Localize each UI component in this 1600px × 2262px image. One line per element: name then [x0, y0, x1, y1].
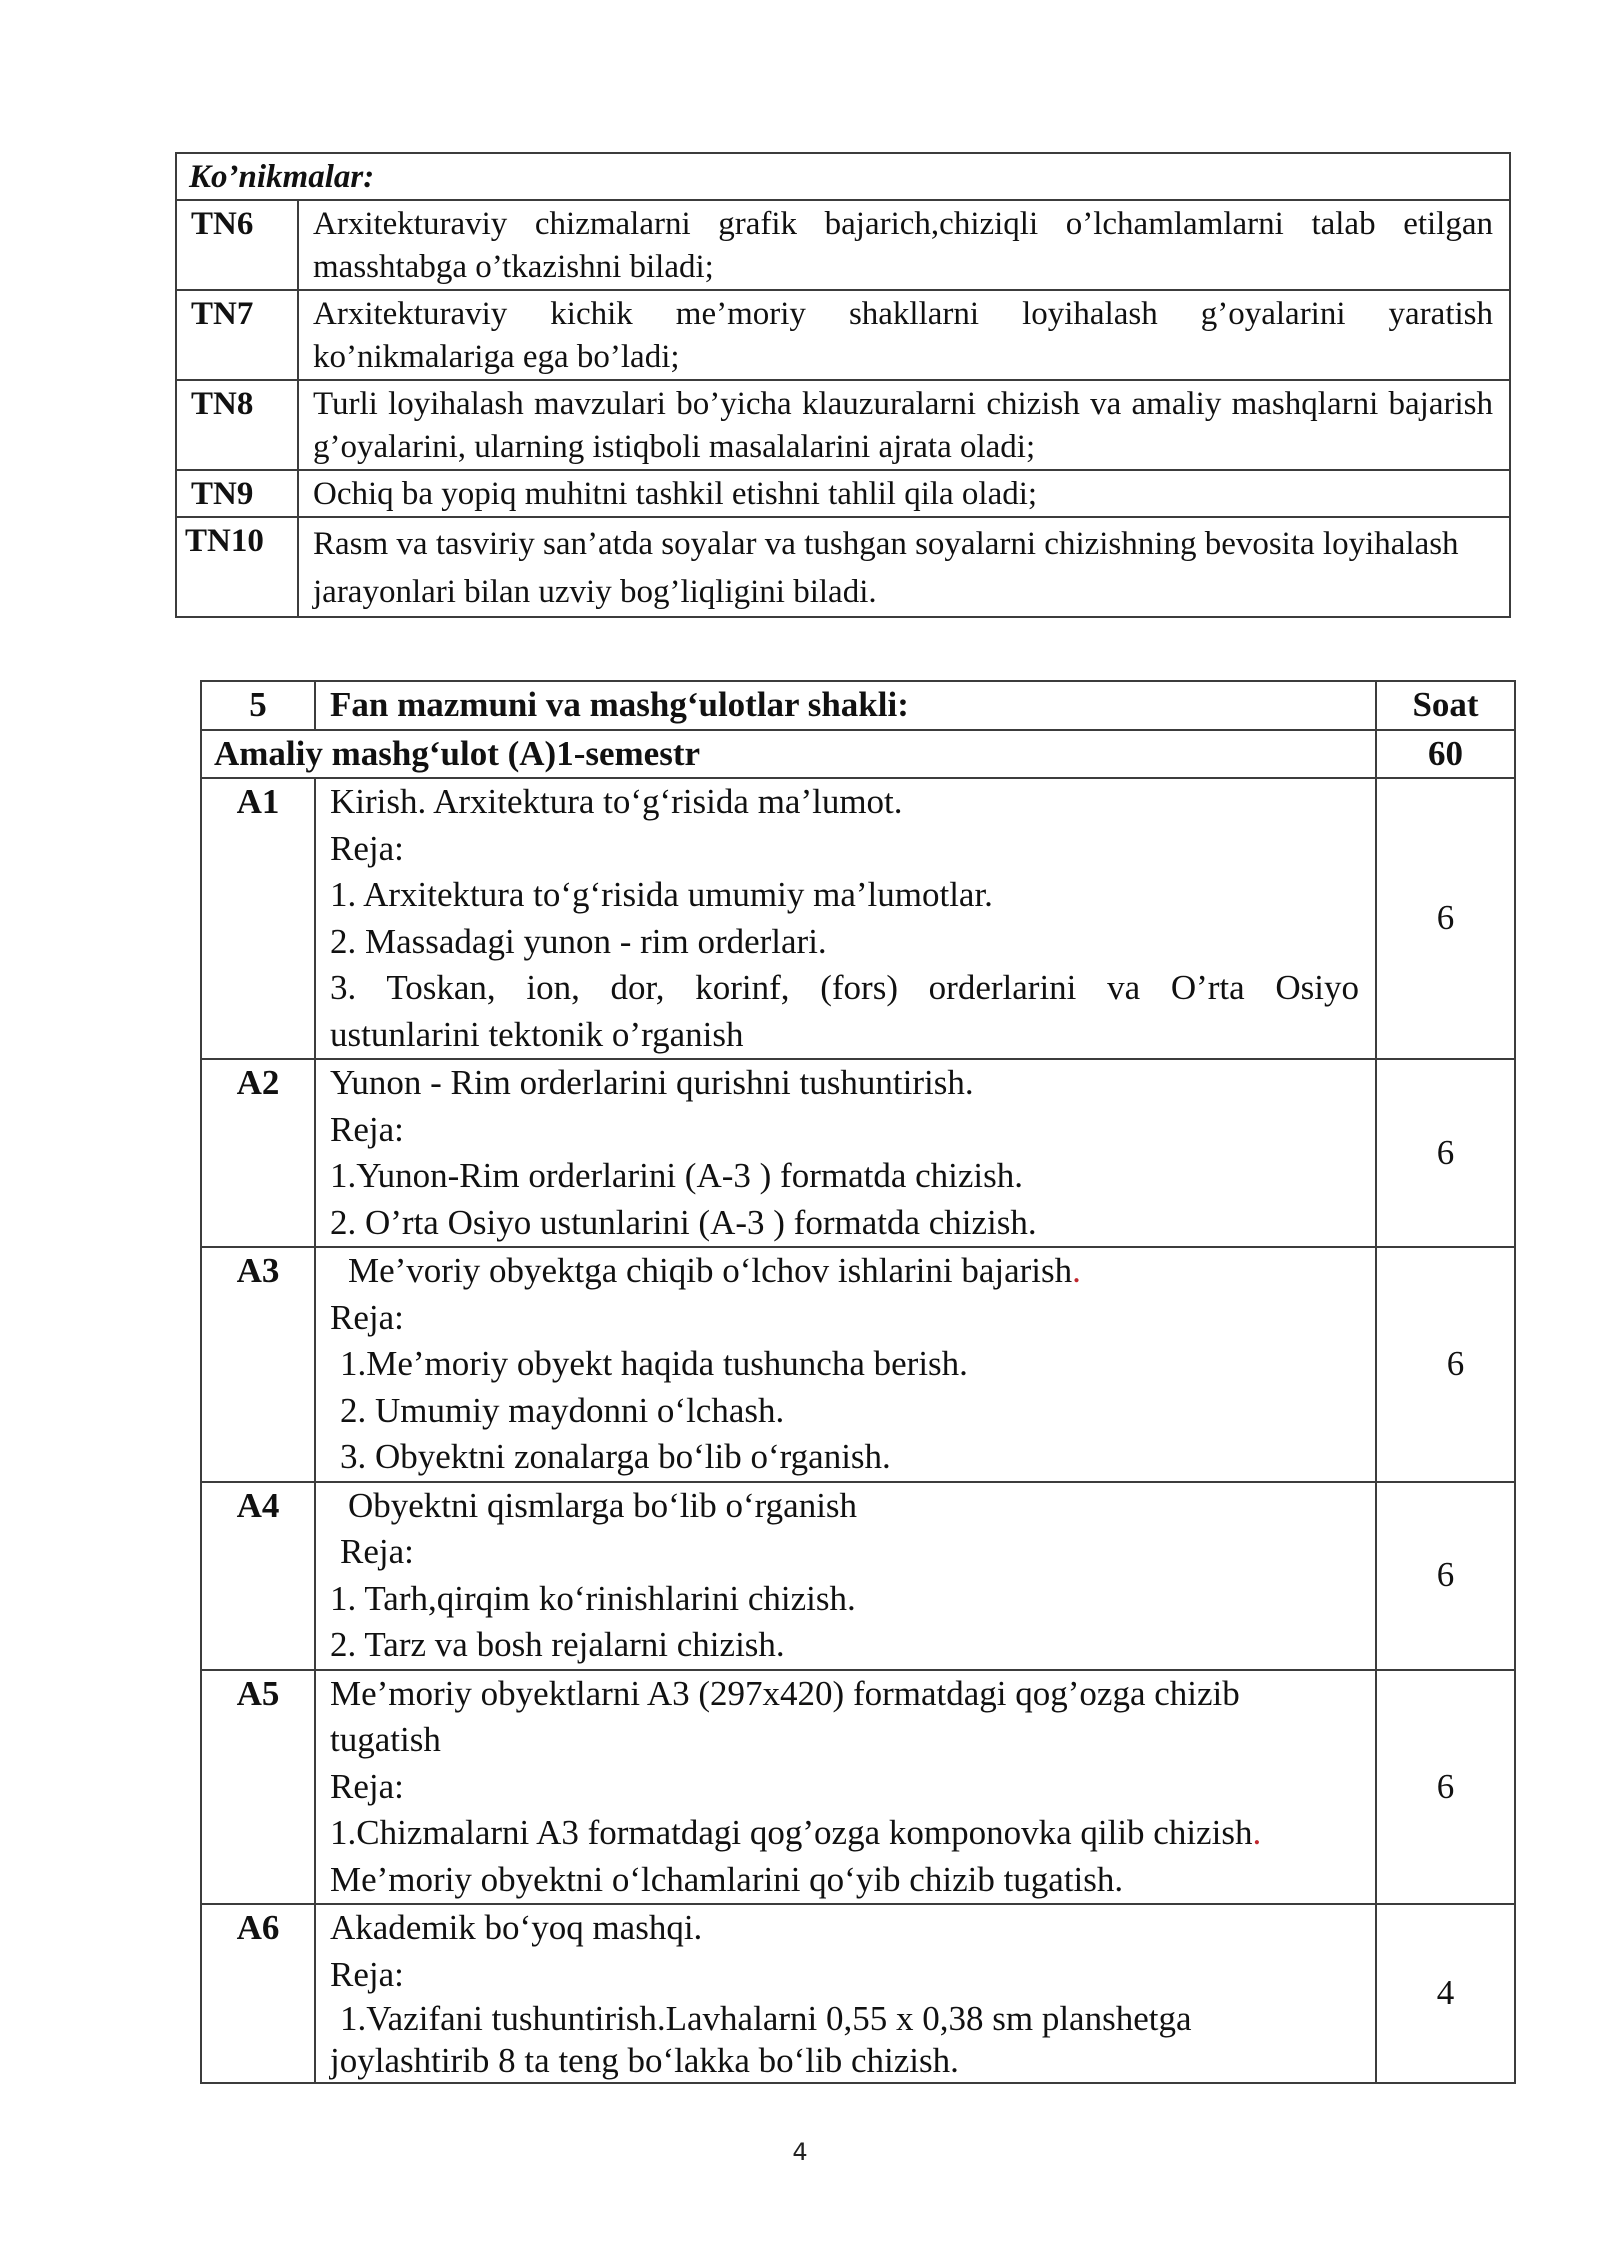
table-row	[201, 1670, 1515, 1905]
lesson-line: Reja:	[330, 1766, 404, 1806]
lesson-line: Reja:	[340, 1532, 414, 1571]
skill-text: Turli loyihalash mavzulari bo’yicha klauzuralarni chizish va amaliy mashqlarni bajarish g’oyalarini, ularning istiqboli masalalarini ajrata oladi;	[298, 380, 1510, 470]
lesson-line: ustunlarini tektonik o’rganish	[330, 1014, 744, 1054]
lesson-line: Reja:	[330, 1297, 404, 1337]
content-table	[200, 680, 1516, 2084]
skill-text-value: Rasm va tasviriy san’atda soyalar va tushgan soyalarni chizishning bevosita loyihalash jarayonlari bilan uzviy bog’liqligini biladi.	[313, 526, 1459, 610]
content-header-row	[201, 681, 1515, 730]
table-row	[201, 1482, 1515, 1670]
skill-text: Ochiq ba yopiq muhitni tashkil etishni tahlil qila oladi;	[298, 470, 1510, 517]
semester-row	[201, 730, 1515, 779]
table-row	[201, 778, 1515, 1059]
semester-title: Amaliy mashg‘ulot (A)1-semestr	[201, 730, 1376, 779]
section-number: 5	[201, 681, 315, 730]
lesson-line: 2. Tarz va bosh rejalarni chizish.	[330, 1625, 785, 1664]
lesson-line: 1.Yunon-Rim orderlarini (A-3 ) formatda chizish.	[330, 1156, 1024, 1195]
lesson-id: A4	[201, 1482, 315, 1670]
lesson-line: Reja:	[330, 1109, 404, 1149]
skill-code: TN10	[176, 517, 298, 617]
lesson-line	[330, 1248, 1359, 1295]
lesson-hours: 6	[1376, 1247, 1515, 1482]
lesson-line: Akademik bo‘yoq mashqi.	[330, 1908, 703, 1947]
hours-header: Soat	[1376, 681, 1515, 730]
lesson-line: Kirish. Arxitektura to‘g‘risida ma’lumot.	[330, 782, 903, 821]
lesson-line: 2. Massadagi yunon - rim orderlari.	[330, 921, 827, 961]
lesson-line: Reja:	[330, 828, 404, 868]
lesson-content	[315, 1247, 1376, 1482]
lesson-id: A3	[201, 1247, 315, 1482]
lesson-line: 3. Toskan, ion, dor, korinf, (fors) orderlarini va O’rta Osiyo	[330, 968, 1359, 1007]
lesson-id: A6	[201, 1904, 315, 2083]
lesson-id: A1	[201, 778, 315, 1059]
table-row	[176, 380, 1510, 470]
lesson-content	[315, 1904, 1376, 2083]
skill-code: TN6	[176, 200, 298, 290]
lesson-line: Obyektni qismlarga bo‘lib o‘rganish	[348, 1485, 858, 1525]
lesson-line: tugatish	[330, 1720, 441, 1759]
lesson-hours: 6	[1376, 778, 1515, 1059]
skill-code: TN9	[176, 470, 298, 517]
lesson-line: 1.Me’moriy obyekt haqida tushuncha berish.	[340, 1344, 968, 1383]
skill-text: Arxitekturaviy kichik me’moriy shakllarni loyihalash g’oyalarini yaratish ko’nikmalariga ega bo’ladi;	[298, 290, 1510, 380]
lesson-line: 3. Obyektni zonalarga bo‘lib o‘rganish.	[340, 1437, 891, 1476]
lesson-line: 2. O’rta Osiyo ustunlarini (A-3 ) formatda chizish.	[330, 1202, 1037, 1242]
lesson-line: joylashtirib 8 ta teng bo‘lakka bo‘lib chizish.	[330, 2041, 959, 2080]
skills-heading-row	[176, 153, 1510, 200]
table-row	[201, 1247, 1515, 1482]
skill-text	[298, 517, 1510, 617]
skills-table	[175, 152, 1511, 618]
lesson-hours: 6	[1376, 1059, 1515, 1247]
skill-code: TN7	[176, 290, 298, 380]
lesson-id: A5	[201, 1670, 315, 1905]
table-row	[176, 290, 1510, 380]
semester-hours: 60	[1376, 730, 1515, 779]
lesson-line: Yunon - Rim orderlarini qurishni tushuntirish.	[330, 1063, 974, 1102]
lesson-line-text: 1.Chizmalarni A3 formatdagi qog’ozga komponovka qilib chizish	[330, 1813, 1253, 1852]
lesson-content	[315, 1670, 1376, 1905]
table-row	[176, 517, 1510, 617]
lesson-id: A2	[201, 1059, 315, 1247]
lesson-content	[315, 1059, 1376, 1247]
skill-text: Arxitekturaviy chizmalarni grafik bajarich,chiziqli o’lchamlamlarni talab etilgan masshtabga o’tkazishni biladi;	[298, 200, 1510, 290]
lesson-line	[330, 1810, 1359, 1857]
lesson-hours: 4	[1376, 1904, 1515, 2083]
skills-heading: Ko’nikmalar:	[176, 153, 1510, 200]
lesson-line: 2. Umumiy maydonni o‘lchash.	[340, 1390, 785, 1430]
table-row	[176, 470, 1510, 517]
lesson-line: Me’moriy obyektlarni A3 (297x420) formatdagi qog’ozga chizib	[330, 1673, 1240, 1713]
red-period: .	[1072, 1251, 1081, 1290]
lesson-hours: 6	[1376, 1482, 1515, 1670]
lesson-line: 1.Vazifani tushuntirish.Lavhalarni 0,55 x 0,38 sm planshetga	[340, 1999, 1192, 2038]
skill-code: TN8	[176, 380, 298, 470]
section-title: Fan mazmuni va mashg‘ulotlar shakli:	[315, 681, 1376, 730]
red-period: .	[1252, 1813, 1262, 1852]
lesson-line: 1. Arxitektura to‘g‘risida umumiy ma’lumotlar.	[330, 875, 993, 914]
page-number: 4	[792, 2138, 808, 2166]
lesson-line: Reja:	[330, 1954, 404, 1994]
lesson-content	[315, 778, 1376, 1059]
lesson-content	[315, 1482, 1376, 1670]
table-row	[176, 200, 1510, 290]
lesson-line: Me’moriy obyektni o‘lchamlarini qo‘yib chizib tugatish.	[330, 1859, 1124, 1899]
lesson-line: 1. Tarh,qirqim ko‘rinishlarini chizish.	[330, 1578, 856, 1618]
lesson-line-text: Me’voriy obyektga chiqib o‘lchov ishlarini bajarish	[348, 1251, 1073, 1290]
lesson-hours: 6	[1376, 1670, 1515, 1905]
table-row	[201, 1059, 1515, 1247]
table-row	[201, 1904, 1515, 2083]
